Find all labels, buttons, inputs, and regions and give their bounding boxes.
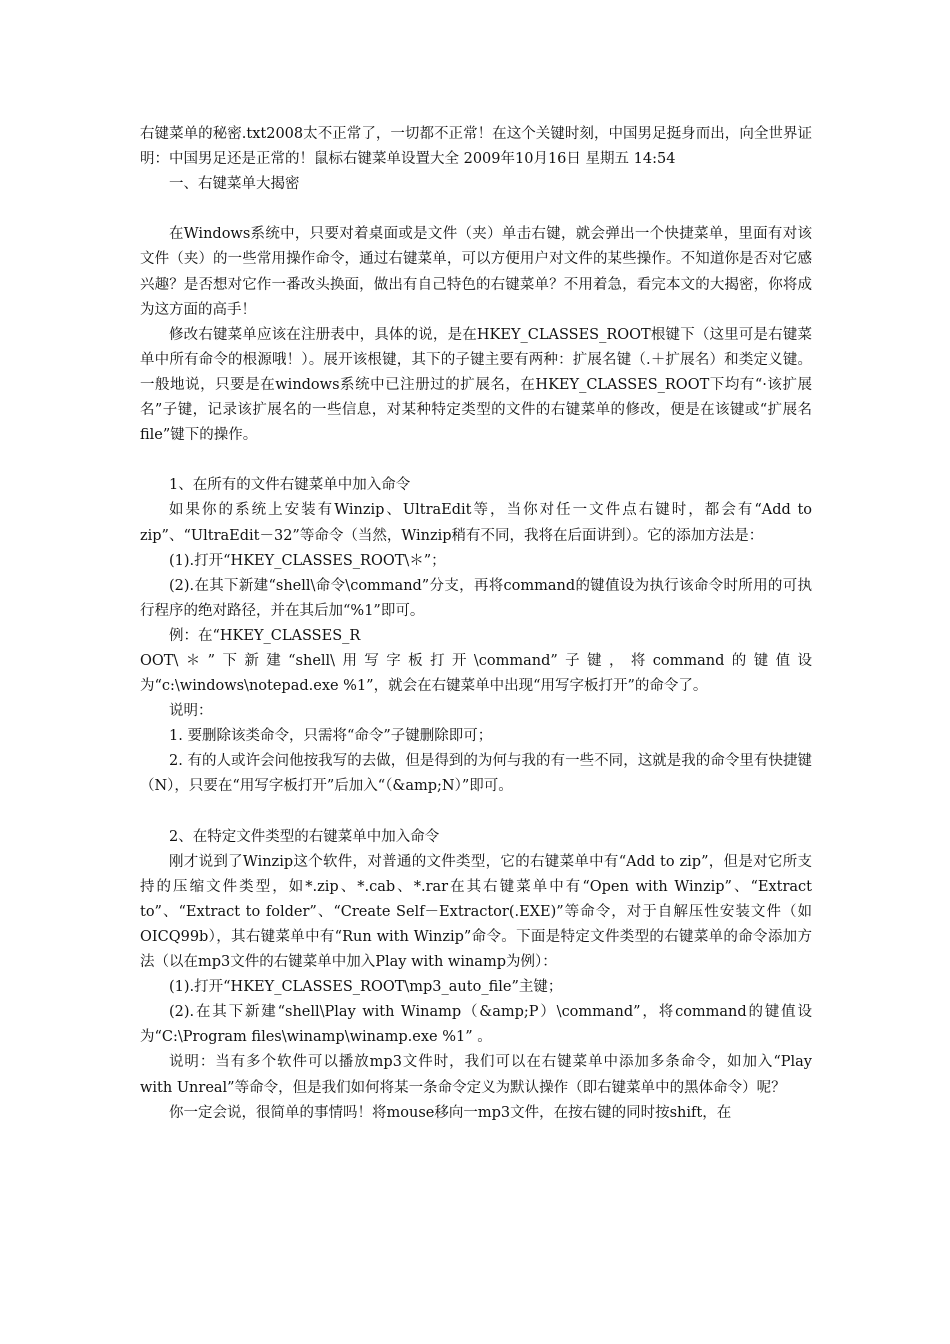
- heading-specific-type: 2、在特定文件类型的右键菜单中加入命令: [169, 828, 440, 845]
- example-start: 例：在“HKEY_CLASSES_R: [169, 627, 361, 644]
- step-new-winamp: (2).在其下新建“shell\Play with Winamp（&amp;P）\command”，将command的键值设为“C:\Program files\winamp\winamp.exe %1” 。: [140, 1004, 812, 1046]
- example-continued: OOT\＊”下新建“shell\用写字板打开\command”子键，将command的键值设为“c:\windows\notepad.exe %1”，就会在右键菜单中出现“用写字板打开”的命令了。: [140, 652, 812, 695]
- step-open-mp3-key: (1).打开“HKEY_CLASSES_ROOT\mp3_auto_file”主键；: [169, 979, 563, 996]
- note-item-1: 1. 要删除该类命令，只需将“命令”子键删除即可；: [169, 728, 493, 745]
- note-multiple-players: 说明：当有多个软件可以播放mp3文件时，我们可以在右键菜单中添加多条命令，如加入“Play with Unreal”等命令，但是我们如何将某一条命令定义为默认操作（即右键菜单中的黑体命令）呢？: [140, 1054, 812, 1096]
- step-open-key: (1).打开“HKEY_CLASSES_ROOT\＊”；: [169, 552, 446, 569]
- step-new-shell: (2).在其下新建“shell\命令\command”分支，再将command的键值设为执行该命令时所用的可执行程序的绝对路径，并在其后加“%1”即可。: [140, 577, 812, 619]
- paragraph-winzip-types: 刚才说到了Winzip这个软件，对普通的文件类型，它的右键菜单中有“Add to zip”，但是对它所支持的压缩文件类型，如*.zip、*.cab、*.rar在其右键菜单中有“Open with Winzip”、“Extract to”、“Extract to folder”、“Create Self－Extractor(.EXE)”等命令，对于自解压性安装文件（如OICQ99b），其右键菜单中有“Run with Winzip”命令。下面是特定文件类型的右键菜单的命令添加方法（以在mp3文件的右键菜单中加入Play with winamp为例）：: [140, 853, 812, 971]
- section-title: 一、右键菜单大揭密: [169, 176, 300, 193]
- intro-paragraph: 右键菜单的秘密.txt2008太不正常了，一切都不正常！在这个关键时刻，中国男足挺身而出，向全世界证明：中国男足还是正常的！鼠标右键菜单设置大全 2009年10月16日 星期五 14:54: [140, 126, 812, 168]
- spacer: [140, 197, 812, 222]
- spacer: [140, 448, 812, 473]
- note-label: 说明：: [169, 703, 213, 720]
- paragraph-winzip: 如果你的系统上安装有Winzip、UltraEdit等，当你对任一文件点右键时，都会有“Add to zip”、“UltraEdit－32”等命令（当然，Winzip稍有不同，我将在后面讲到）。它的添加方法是：: [140, 502, 812, 544]
- note-item-2: 2. 有的人或许会问他按我写的去做，但是得到的为何与我的有一些不同，这就是我的命令里有快捷键（N），只要在“用写字板打开”后加入“（&amp;N）”即可。: [140, 753, 812, 795]
- paragraph-overview: 在Windows系统中，只要对着桌面或是文件（夹）单击右键，就会弹出一个快捷菜单，里面有对该文件（夹）的一些常用操作命令，通过右键菜单，可以方便用户对文件的某些操作。不知道你是否对它感兴趣？是否想对它作一番改头换面，做出有自己特色的右键菜单？不用着急，看完本文的大揭密，你将成为这方面的高手！: [140, 226, 812, 318]
- paragraph-registry: 修改右键菜单应该在注册表中，具体的说，是在HKEY_CLASSES_ROOT根键下（这里可是右键菜单中所有命令的根源哦！）。展开该根键，其下的子键主要有两种：扩展名键（.＋扩展名）和类定义键。一般地说，只要是在windows系统中已注册过的扩展名，在HKEY_CLASSES_ROOT下均有“·该扩展名”子键，记录该扩展名的一些信息，对某种特定类型的文件的右键菜单的修改，便是在该键或“扩展名file”键下的操作。: [140, 326, 812, 444]
- heading-all-files: 1、在所有的文件右键菜单中加入命令: [169, 477, 411, 494]
- spacer: [140, 800, 812, 825]
- paragraph-shift-click: 你一定会说，很简单的事情吗！将mouse移向一mp3文件，在按右键的同时按shift，在: [169, 1104, 732, 1121]
- document-body: [140, 122, 812, 1126]
